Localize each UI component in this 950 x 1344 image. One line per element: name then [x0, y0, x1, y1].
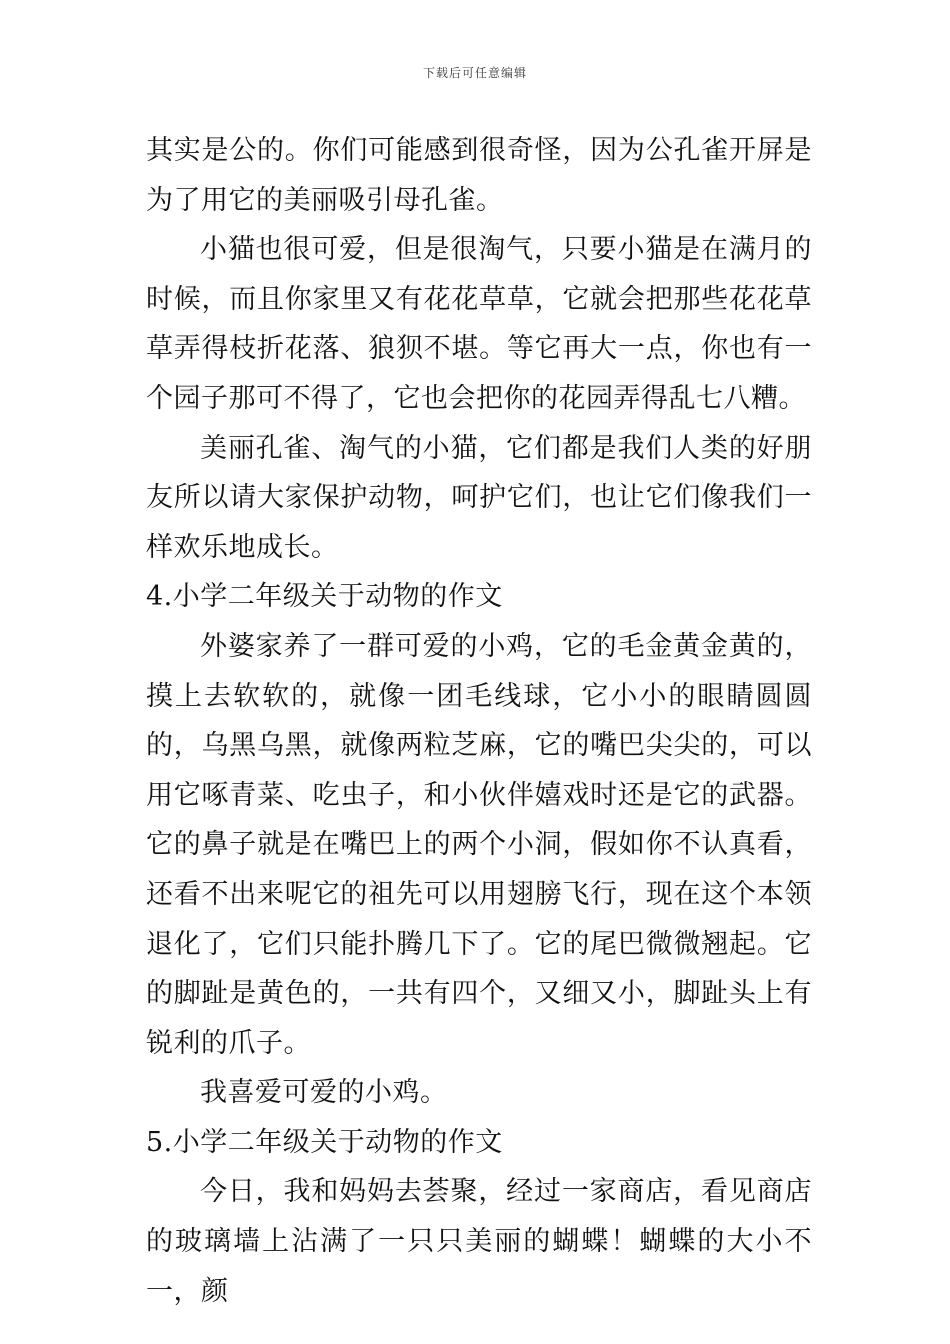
document-body — [146, 126, 812, 1316]
paragraph-butterflies: 今日，我和妈妈去荟聚，经过一家商店，看见商店的玻璃墙上沾满了一只只美丽的蝴蝶！蝴蝶的大小不一，颜 — [146, 1176, 812, 1307]
paragraph-peacock-end: 其实是公的。你们可能感到很奇怪，因为公孔雀开屏是为了用它的美丽吸引母孔雀。 — [146, 135, 812, 216]
section-heading-5: 5.小学二年级关于动物的作文 — [146, 1126, 503, 1158]
paragraph-kitten: 小猫也很可爱，但是很淘气，只要小猫是在满月的时候，而且你家里又有花花草草，它就会把那些花花草草弄得枝折花落、狼狈不堪。等它再大一点，你也有一个园子那可不得了，它也会把你的花园弄得乱七八糟。 — [146, 234, 812, 414]
page-header: 下载后可任意编辑 — [422, 66, 527, 80]
section-heading-4: 4.小学二年级关于动物的作文 — [146, 581, 503, 613]
paragraph-protect-animals: 美丽孔雀、淘气的小猫，它们都是我们人类的好朋友所以请大家保护动物，呵护它们，也让它们像我们一样欢乐地成长。 — [146, 432, 812, 563]
paragraph-chicks: 外婆家养了一群可爱的小鸡，它的毛金黄金黄的，摸上去软软的，就像一团毛线球，它小小的眼睛圆圆的，乌黑乌黑，就像两粒芝麻，它的嘴巴尖尖的，可以用它啄青菜、吃虫子，和小伙伴嬉戏时还是它的武器。它的鼻子就是在嘴巴上的两个小洞，假如你不认真看，还看不出来呢它的祖先可以用翅膀飞行，现在这个本领退化了，它们只能扑腾几下了。它的尾巴微微翘起。它的脚趾是黄色的，一共有四个，又细又小，脚趾头上有锐利的爪子。 — [146, 630, 812, 1059]
paragraph-love-chicks: 我喜爱可爱的小鸡。 — [200, 1077, 448, 1109]
